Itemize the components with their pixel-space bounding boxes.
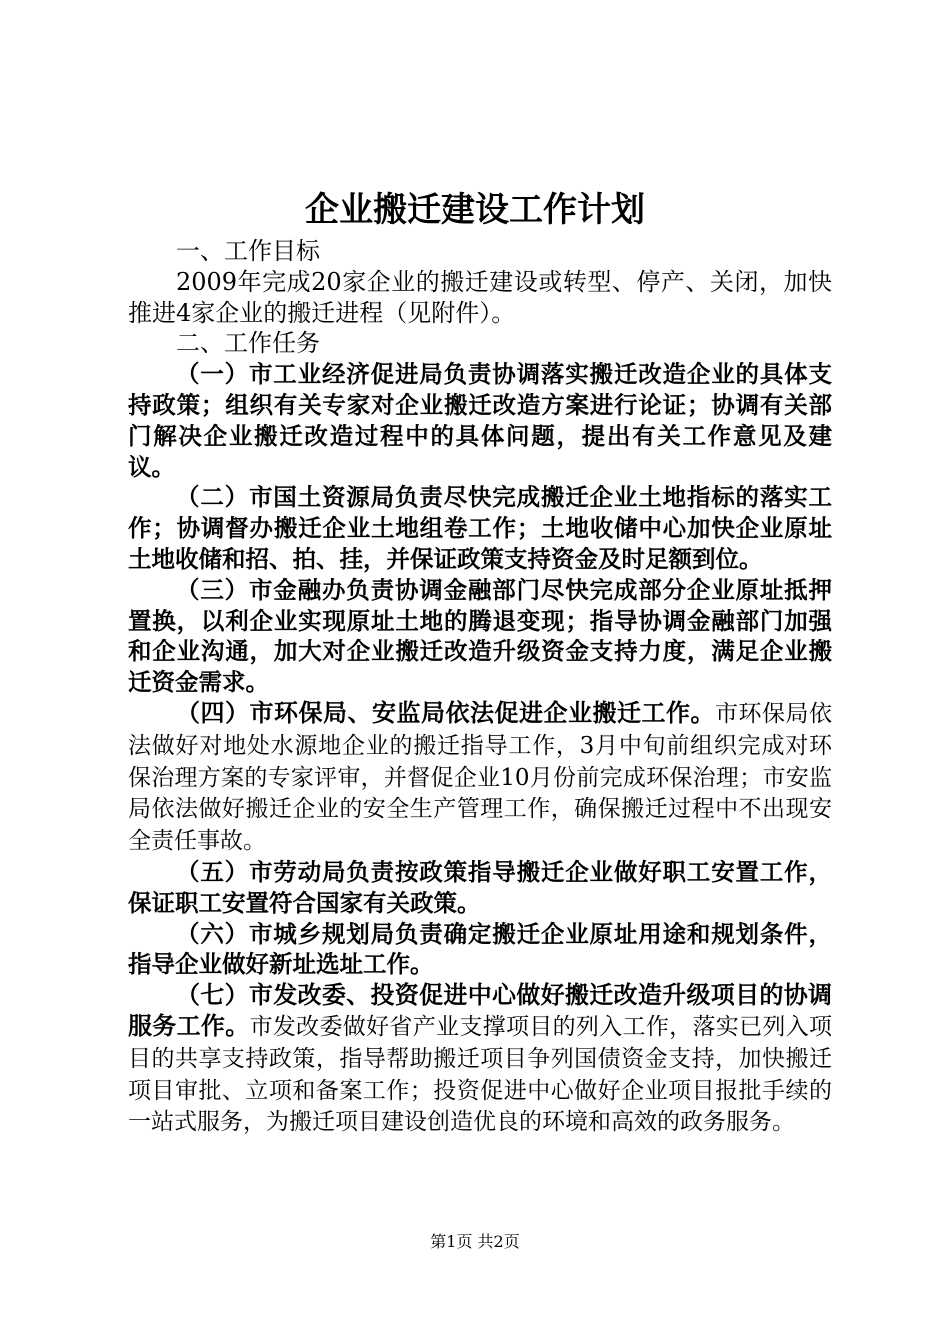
task-item-7-lead: （七）市发改委、投资促进中心做好搬迁改造升级项目的协调服务工作。 — [128, 981, 832, 1040]
task-item-4-lead: （四）市环保局、安监局依法促进企业搬迁工作。 — [176, 698, 715, 727]
page-footer: 第1页 共2页 — [430, 1232, 520, 1251]
task-item-4 — [128, 698, 832, 857]
paragraph-goals: 2009年完成20家企业的搬迁建设或转型、停产、关闭，加快推进4家企业的搬迁进程（见附件）。 — [128, 267, 832, 327]
task-item-4-detail: 市环保局依法做好对地处水源地企业的搬迁指导工作，3月中旬前组织完成对环保治理方案的专家评审，并督促企业10月份前完成环保治理；市安监局依法做好搬迁企业的安全生产管理工作，确保搬迁过程中不出现安全责任事故。 — [128, 700, 832, 855]
task-item-7 — [128, 980, 832, 1138]
document-title: 企业搬迁建设工作计划 — [305, 190, 645, 230]
task-item-5: （五）市劳动局负责按政策指导搬迁企业做好职工安置工作，保证职工安置符合国家有关政策。 — [128, 857, 832, 917]
task-item-7-detail: 市发改委做好省产业支撑项目的列入工作，落实已列入项目的共享支持政策，指导帮助搬迁项目争列国债资金支持，加快搬迁项目审批、立项和备案工作；投资促进中心做好企业项目报批手续的一站式服务，为搬迁项目建设创造优良的环境和高效的政务服务。 — [128, 1013, 833, 1136]
section-heading-tasks: 二、工作任务 — [176, 329, 320, 358]
document-body — [128, 236, 832, 1138]
task-item-6: （六）市城乡规划局负责确定搬迁企业原址用途和规划条件，指导企业做好新址选址工作。 — [128, 919, 832, 979]
task-item-2: （二）市国土资源局负责尽快完成搬迁企业土地指标的落实工作；协调督办搬迁企业土地组卷工作；土地收储中心加快企业原址土地收储和招、拍、挂，并保证政策支持资金及时足额到位。 — [128, 483, 832, 573]
task-item-3: （三）市金融办负责协调金融部门尽快完成部分企业原址抵押置换，以利企业实现原址土地的腾退变现；指导协调金融部门加强和企业沟通，加大对企业搬迁改造升级资金支持力度，满足企业搬迁资金需求。 — [128, 575, 832, 697]
section-heading-goals: 一、工作目标 — [176, 237, 320, 265]
task-item-1: （一）市工业经济促进局负责协调落实搬迁改造企业的具体支持政策；组织有关专家对企业搬迁改造方案进行论证；协调有关部门解决企业搬迁改造过程中的具体问题，提出有关工作意见及建议。 — [128, 360, 832, 481]
